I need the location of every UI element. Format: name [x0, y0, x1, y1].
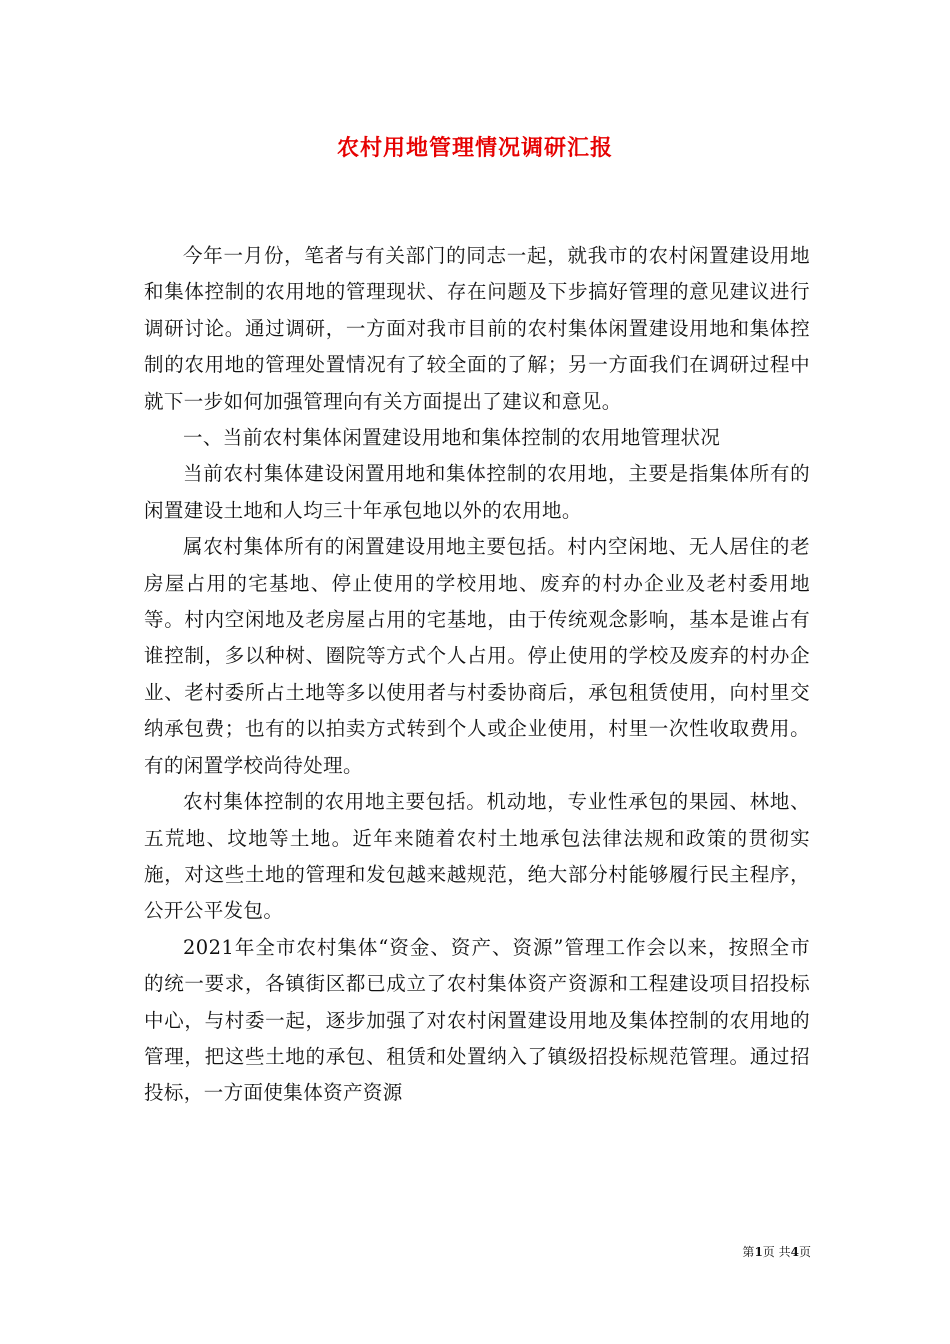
footer-current-page: 1 [754, 1245, 763, 1259]
page-number-footer [701, 1243, 811, 1260]
section-heading: 一、当前农村集体闲置建设用地和集体控制的农用地管理状况 [183, 426, 721, 450]
footer-total-pages: 4 [790, 1245, 799, 1259]
footer-suffix: 页 [798, 1245, 811, 1259]
footer-prefix: 第 [742, 1245, 755, 1259]
document-body [144, 238, 810, 1112]
paragraph-definition: 当前农村集体建设闲置用地和集体控制的农用地，主要是指集体所有的闲置建设土地和人均三十年承包地以外的农用地。 [144, 462, 810, 522]
paragraph-farmland: 农村集体控制的农用地主要包括。机动地，专业性承包的果园、林地、五荒地、坟地等土地。近年来随着农村土地承包法律法规和政策的贯彻实施，对这些土地的管理和发包越来越规范，绝大部分村能够履行民主程序，公开公平发包。 [144, 790, 810, 923]
document-title: 农村用地管理情况调研汇报 [336, 135, 613, 161]
paragraph-idle-land: 属农村集体所有的闲置建设用地主要包括。村内空闲地、无人居住的老房屋占用的宅基地、停止使用的学校用地、废弃的村办企业及老村委用地等。村内空闲地及老房屋占用的宅基地，由于传统观念影响，基本是谁占有谁控制，多以种树、圈院等方式个人占用。停止使用的学校及废弃的村办企业、老村委所占土地等多以使用者与村委协商后，承包租赁使用，向村里交纳承包费；也有的以拍卖方式转到个人或企业使用，村里一次性收取费用。有的闲置学校尚待处理。 [144, 535, 810, 777]
paragraph-2021-management: 2021年全市农村集体“资金、资产、资源”管理工作会以来，按照全市的统一要求，各镇街区都已成立了农村集体资产资源和工程建设项目招投标中心，与村委一起，逐步加强了对农村闲置建设用地及集体控制的农用地的管理，把这些土地的承包、租赁和处置纳入了镇级招投标规范管理。通过招投标，一方面使集体资产资源 [144, 935, 810, 1105]
paragraph-intro: 今年一月份，笔者与有关部门的同志一起，就我市的农村闲置建设用地和集体控制的农用地的管理现状、存在问题及下步搞好管理的意见建议进行调研讨论。通过调研，一方面对我市目前的农村集体闲置建设用地和集体控制的农用地的管理处置情况有了较全面的了解；另一方面我们在调研过程中就下一步如何加强管理向有关方面提出了建议和意见。 [144, 244, 810, 413]
footer-middle: 页 共 [762, 1245, 791, 1259]
